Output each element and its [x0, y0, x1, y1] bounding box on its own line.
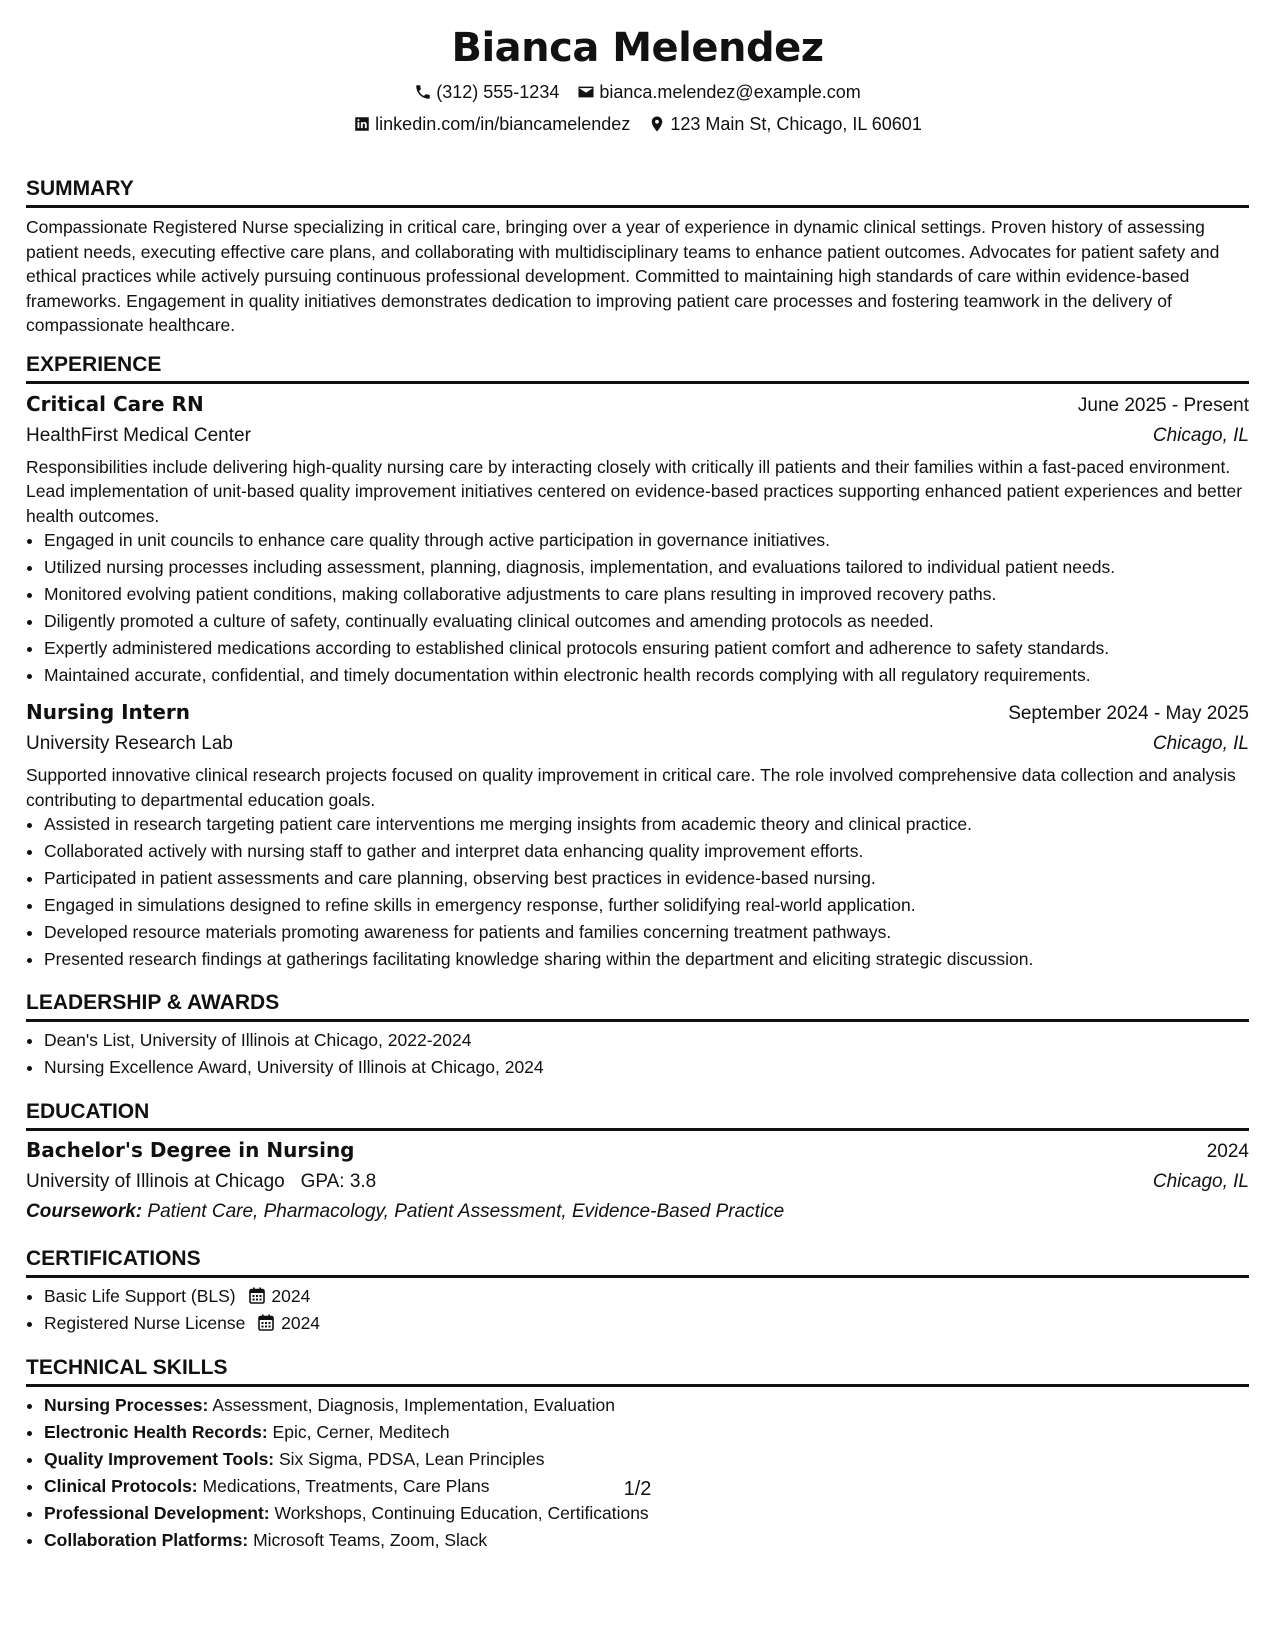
email-text[interactable]: bianca.melendez@example.com	[599, 82, 861, 102]
address-contact	[648, 113, 922, 135]
job-dates: June 2025 - Present	[1077, 394, 1249, 416]
job-bullets	[26, 811, 1249, 973]
section-title-summary: SUMMARY	[26, 176, 1249, 208]
list-item: • Assisted in research targeting patient care interventions me merging insights from academic theory and clinical practice.	[44, 811, 1249, 838]
section-title-leadership: LEADERSHIP & AWARDS	[26, 990, 1249, 1022]
calendar-icon	[258, 1314, 274, 1331]
job-dates: September 2024 - May 2025	[1008, 703, 1249, 724]
skill-label: Electronic Health Records:	[44, 1422, 268, 1442]
job-org-row	[26, 729, 1249, 759]
list-item	[44, 1392, 1249, 1419]
section-title-experience: EXPERIENCE	[26, 352, 1249, 384]
skill-value: Six Sigma, PDSA, Lean Principles	[279, 1449, 545, 1469]
phone-text: (312) 555-1234	[436, 82, 560, 102]
certification-name: Registered Nurse License	[44, 1313, 246, 1333]
education-section	[26, 1099, 1249, 1227]
skill-label: Quality Improvement Tools:	[44, 1449, 275, 1469]
job-bullets	[26, 527, 1249, 689]
resume-page	[26, 0, 1249, 1554]
linkedin-text[interactable]: linkedin.com/in/biancamelendez	[375, 114, 631, 134]
school-line	[26, 1167, 376, 1197]
certification-year: 2024	[271, 1286, 311, 1306]
education-header-row	[26, 1135, 1249, 1167]
section-title-skills: TECHNICAL SKILLS	[26, 1355, 1249, 1387]
leadership-section	[26, 990, 1249, 1081]
list-item	[44, 1527, 1249, 1554]
job-role: Critical Care RN	[26, 391, 204, 416]
contact-line-1	[26, 81, 1249, 103]
skills-list	[26, 1392, 1249, 1554]
skill-label: Collaboration Platforms:	[44, 1530, 249, 1550]
list-item: • Utilized nursing processes including assessment, planning, diagnosis, implementation, and evaluations tailored to individual patient needs.	[44, 554, 1249, 581]
summary-section	[26, 176, 1249, 338]
list-item: • Presented research findings at gatherings facilitating knowledge sharing within the department and eliciting strategic discussion.	[44, 946, 1249, 973]
list-item	[44, 1500, 1249, 1527]
list-item: • Maintained accurate, confidential, and timely documentation within electronic health records complying with all regulatory requirements.	[44, 662, 1249, 689]
job-org: University Research Lab	[26, 733, 233, 754]
linkedin-icon	[353, 115, 371, 133]
skill-value: Assessment, Diagnosis, Implementation, Evaluation	[212, 1395, 615, 1415]
certifications-list	[26, 1283, 1249, 1337]
summary-text: Compassionate Registered Nurse specializing in critical care, bringing over a year of experience in dynamic clinical settings. Proven history of assessing patient needs, executing effective care plans, and collaborating with multidisciplinary teams to enhance patient outcomes. Advocates for patient safety and ethical practices while actively pursuing continuous professional development. Committed to maintaining high standards of care within evidence-based frameworks. Engagement in quality initiatives demonstrates dedication to improving patient care processes and fostering teamwork in the delivery of compassionate healthcare.	[26, 217, 1220, 335]
job-role: Nursing Intern	[26, 700, 191, 724]
job-location: Chicago, IL	[1152, 733, 1249, 754]
list-item: • Diligently promoted a culture of safety, continually evaluating clinical outcomes and amending protocols as needed.	[44, 608, 1249, 635]
calendar-icon	[249, 1287, 265, 1304]
skill-value: Workshops, Continuing Education, Certifications	[274, 1503, 649, 1523]
list-item: • Expertly administered medications according to established clinical protocols ensuring patient comfort and adherence to safety standards.	[44, 635, 1249, 662]
job-location: Chicago, IL	[1152, 424, 1249, 446]
coursework-list: Patient Care, Pharmacology, Patient Assessment, Evidence-Based Practice	[147, 1201, 785, 1222]
address-text: 123 Main St, Chicago, IL 60601	[670, 114, 922, 134]
list-item	[44, 1446, 1249, 1473]
candidate-name: Bianca Melendez	[451, 25, 824, 71]
gpa: GPA: 3.8	[300, 1171, 377, 1192]
coursework-label: Coursework:	[26, 1201, 143, 1222]
degree-name: Bachelor's Degree in Nursing	[26, 1138, 355, 1162]
list-item: • Engaged in simulations designed to refine skills in emergency response, further solidifying real-world application.	[44, 892, 1249, 919]
list-item	[44, 1283, 1249, 1310]
coursework-line	[26, 1197, 1249, 1227]
phone-contact	[414, 81, 559, 103]
list-item: • Collaborated actively with nursing staff to gather and interpret data enhancing quality improvement efforts.	[44, 838, 1249, 865]
list-item: • Participated in patient assessments and care planning, observing best practices in evidence-based nursing.	[44, 865, 1249, 892]
skill-label: Clinical Protocols:	[44, 1476, 198, 1496]
contact-line-2	[26, 113, 1249, 135]
list-item: • Engaged in unit councils to enhance care quality through active participation in governance initiatives.	[44, 527, 1249, 554]
skill-value: Epic, Cerner, Meditech	[272, 1422, 450, 1442]
experience-section	[26, 352, 1249, 974]
list-item	[44, 1419, 1249, 1446]
linkedin-contact[interactable]	[353, 113, 630, 135]
resume-header	[26, 23, 1249, 135]
job-org-row	[26, 421, 1249, 451]
list-item: • Monitored evolving patient conditions, making collaborative adjustments to care plans resulting in improved recovery paths.	[44, 581, 1249, 608]
skill-label: Professional Development:	[44, 1503, 270, 1523]
section-title-education: EDUCATION	[26, 1099, 1249, 1131]
school-name: University of Illinois at Chicago	[26, 1171, 285, 1192]
certification-year: 2024	[281, 1313, 321, 1333]
job-entry	[26, 697, 1249, 973]
skills-section	[26, 1355, 1249, 1554]
job-description: Supported innovative clinical research projects focused on quality improvement in critical care. The role involved comprehensive data collection and analysis contributing to departmental education goals.	[26, 765, 1236, 810]
list-item	[44, 1310, 1249, 1337]
skill-label: Nursing Processes:	[44, 1395, 209, 1415]
job-header-row	[26, 697, 1249, 729]
phone-icon	[414, 83, 432, 101]
education-school-row	[26, 1167, 1249, 1197]
job-header-row	[26, 389, 1249, 421]
job-entry	[26, 389, 1249, 690]
skill-value: Microsoft Teams, Zoom, Slack	[253, 1530, 488, 1550]
page-number: 1/2	[623, 1478, 652, 1500]
certifications-section	[26, 1246, 1249, 1337]
envelope-icon	[577, 83, 595, 101]
degree-year: 2024	[1206, 1141, 1249, 1162]
list-item: • Developed resource materials promoting awareness for patients and families concerning treatment pathways.	[44, 919, 1249, 946]
certification-name: Basic Life Support (BLS)	[44, 1286, 236, 1306]
email-contact[interactable]	[577, 81, 860, 103]
skill-value: Medications, Treatments, Care Plans	[202, 1476, 490, 1496]
map-pin-icon	[648, 115, 666, 133]
section-title-certifications: CERTIFICATIONS	[26, 1246, 1249, 1278]
list-item: • Nursing Excellence Award, University of Illinois at Chicago, 2024	[44, 1054, 1249, 1081]
job-org: HealthFirst Medical Center	[26, 424, 251, 446]
leadership-list	[26, 1027, 1249, 1081]
school-location: Chicago, IL	[1152, 1171, 1249, 1192]
list-item: • Dean's List, University of Illinois at Chicago, 2022-2024	[44, 1027, 1249, 1054]
job-description: Responsibilities include delivering high-quality nursing care by interacting closely with critically ill patients and their families within a fast-paced environment. Lead implementation of unit-based quality improvement initiatives centered on evidence-based practices supporting enhanced patient experiences and better health outcomes.	[26, 456, 1243, 526]
